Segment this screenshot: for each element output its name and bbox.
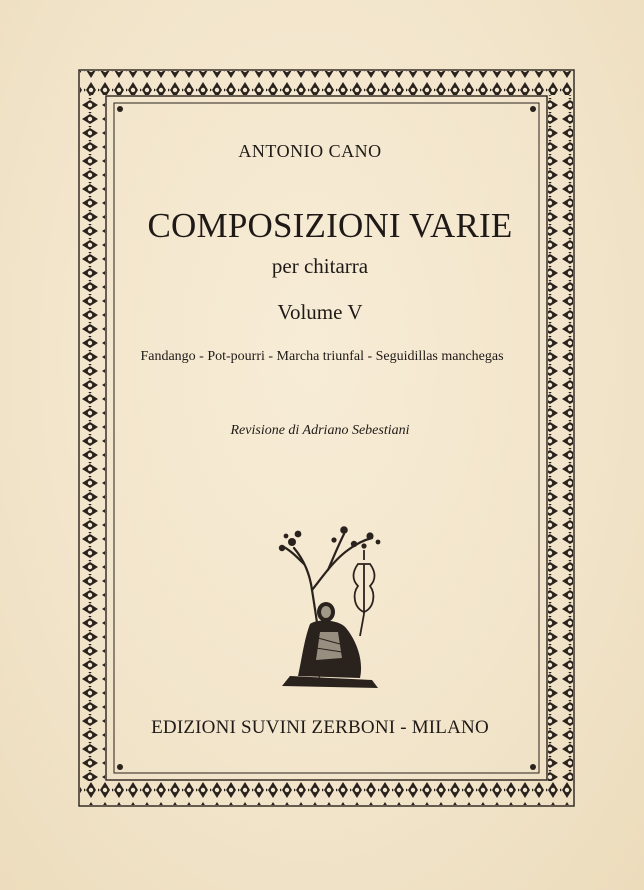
illustration-image: [268, 520, 388, 690]
author-name: ANTONIO CANO: [238, 141, 382, 161]
pieces-list: Fandango - Pot-pourri - Marcha triunfal - Seguidillas manchegas: [140, 349, 504, 364]
revision-credit: Revisione di Adriano Sebestiani: [230, 423, 410, 438]
publisher-line: EDIZIONI SUVINI ZERBONI - MILANO: [151, 717, 489, 738]
instrument-subtitle: per chitarra: [271, 254, 369, 278]
volume-label: Volume V: [277, 300, 363, 324]
work-title: COMPOSIZIONI VARIE: [147, 206, 513, 245]
